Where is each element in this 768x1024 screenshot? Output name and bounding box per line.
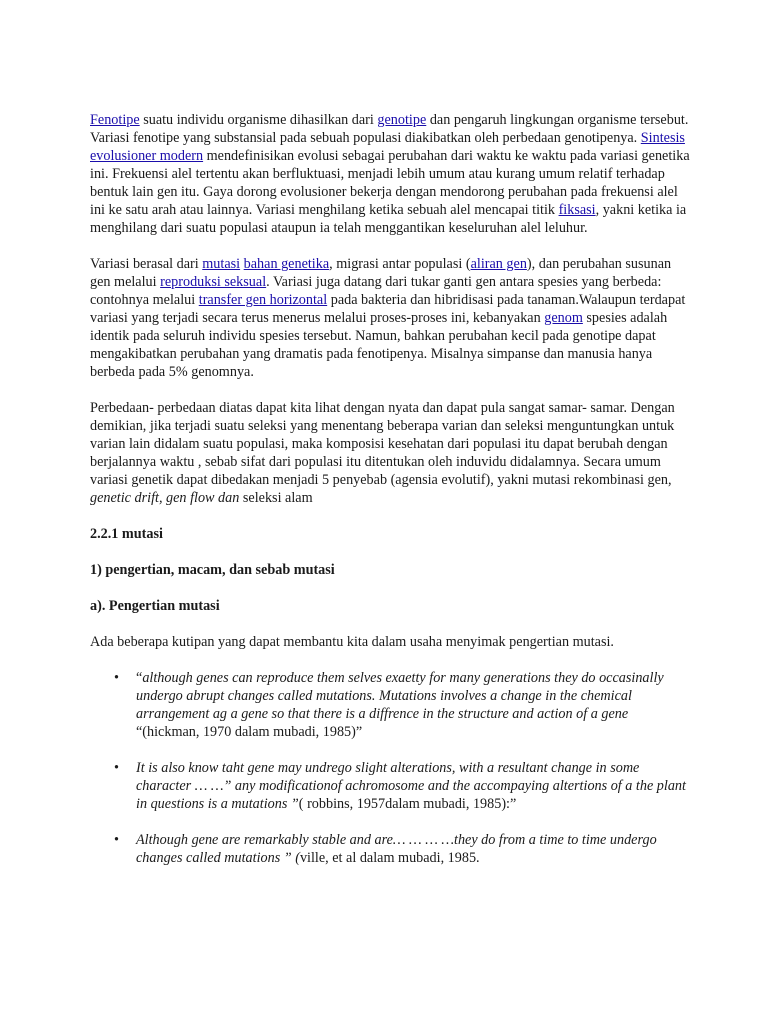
paragraph-fenotipe	[90, 111, 690, 237]
link-mutasi[interactable]: mutasi	[202, 256, 241, 272]
list-item	[90, 831, 690, 867]
text-italic: genetic drift, gen flow dan	[90, 490, 240, 506]
text: Perbedaan- perbedaan diatas dapat kita lihat dengan nyata dan dapat pula sangat samar- samar. Dengan demikian, jika terjadi suatu seleksi yang menentang beberapa varian dan seleksi menguntungkan untuk varian lain didalam suatu populasi, maka komposisi kesehatan dari populasi itu dapat berubah dengan berjalannya waktu , sebab sifat dari populasi itu ditentukan oleh induvidu didalamnya. Secara umum variasi genetik dapat dibedakan menjadi 5 penyebab (agensia evolutif), yakni mutasi rekombinasi gen,	[90, 400, 675, 488]
paragraph-kutipan-intro: Ada beberapa kutipan yang dapat membantu kita dalam usaha menyimak pengertian mutasi.	[90, 634, 614, 650]
link-bahan-genetika[interactable]: bahan genetika	[243, 256, 330, 272]
link-sintesis-evolusioner-modern[interactable]: Sintesis evolusioner modern	[90, 130, 685, 164]
text: seleksi alam	[239, 490, 313, 506]
link-fiksasi[interactable]: fiksasi	[558, 202, 596, 218]
bullet-icon: •	[114, 832, 119, 848]
text: ville, et al dalam mubadi, 1985.	[299, 850, 480, 866]
list-item	[90, 669, 690, 741]
paragraph-perbedaan	[90, 399, 690, 507]
link-aliran-gen[interactable]: aliran gen	[470, 256, 527, 272]
text: “	[136, 670, 143, 686]
text: Variasi berasal dari	[90, 256, 203, 272]
heading-mutasi: 2.2.1 mutasi	[90, 526, 163, 542]
bullet-icon: •	[114, 670, 119, 686]
heading-pengertian-mutasi: a). Pengertian mutasi	[90, 598, 220, 614]
text: spesies adalah identik pada seluruh individu spesies tersebut. Namun, bahkan perubahan kecil pada genotipe dapat mengakibatkan perubahan yang dramatis pada fenotipenya. Misalnya simpanse dan manusia hanya berbeda pada 5% genomnya.	[90, 310, 668, 380]
quote-list	[90, 669, 690, 867]
bullet-icon: •	[114, 760, 119, 776]
text: pada bakteria dan hibridisasi pada tanaman.Walaupun terdapat variasi yang terjadi secara terus menerus melalui proses-proses ini, kebanyakan	[90, 292, 686, 326]
text: . Variasi juga datang dari tukar ganti gen antara spesies yang berbeda: contohnya melalui	[90, 274, 662, 308]
text-italic: although genes can reproduce them selves exaetty for many generations they do occasinally undergo abrupt changes called mutations. Mutations involves a change in the chemical arrangement ag a gene so that there is a diffrence in the structure and action of a gene	[136, 670, 664, 722]
link-genotipe[interactable]: genotipe	[377, 112, 427, 128]
text: , migrasi antar populasi (	[329, 256, 471, 272]
text: mendefinisikan evolusi sebagai perubahan dari waktu ke waktu pada variasi genetika ini. Frekuensi alel tertentu akan berfluktuasi, menjadi lebih umum atau kurang umum relatif terhadap bentuk lain gen itu. Gaya dorong evolusioner bekerja dengan mendorong perubahan pada frekuensi alel ini ke satu arah atau lainnya. Variasi menghilang ketika sebuah alel mencapai titik	[90, 148, 690, 218]
link-transfer-gen-horizontal[interactable]: transfer gen horizontal	[198, 292, 328, 308]
text: ( robbins, 1957dalam mubadi, 1985):”	[298, 796, 517, 812]
text: dan pengaruh lingkungan organisme tersebut. Variasi fenotipe yang substansial pada sebuah populasi diakibatkan oleh perbedaan genotipenya.	[90, 112, 689, 146]
link-fenotipe[interactable]: Fenotipe	[90, 112, 140, 128]
link-genom[interactable]: genom	[544, 310, 583, 326]
document-body	[90, 111, 690, 885]
text: “(hickman, 1970 dalam mubadi, 1985)”	[136, 724, 363, 740]
paragraph-variasi	[90, 255, 690, 381]
text: , yakni ketika ia menghilang dari suatu populasi ataupun ia telah menggantikan keseluruhan alel leluhur.	[90, 202, 687, 236]
text: ), dan perubahan susunan gen melalui	[90, 256, 672, 290]
text: suatu individu organisme dihasilkan dari	[139, 112, 378, 128]
heading-pengertian-macam-sebab: 1) pengertian, macam, dan sebab mutasi	[90, 562, 335, 578]
text-italic: Although gene are remarkably stable and are… … … …they do from a time to time undergo changes called mutations ” (	[136, 832, 657, 866]
text-italic: It is also know taht gene may undrego slight alterations, with a resultant change in some character … …” any modificationof achromosome and the accompaying altertions of a the plant in questions is a mutations ”	[136, 760, 686, 812]
list-item	[90, 759, 690, 813]
link-reproduksi-seksual[interactable]: reproduksi seksual	[160, 274, 267, 290]
